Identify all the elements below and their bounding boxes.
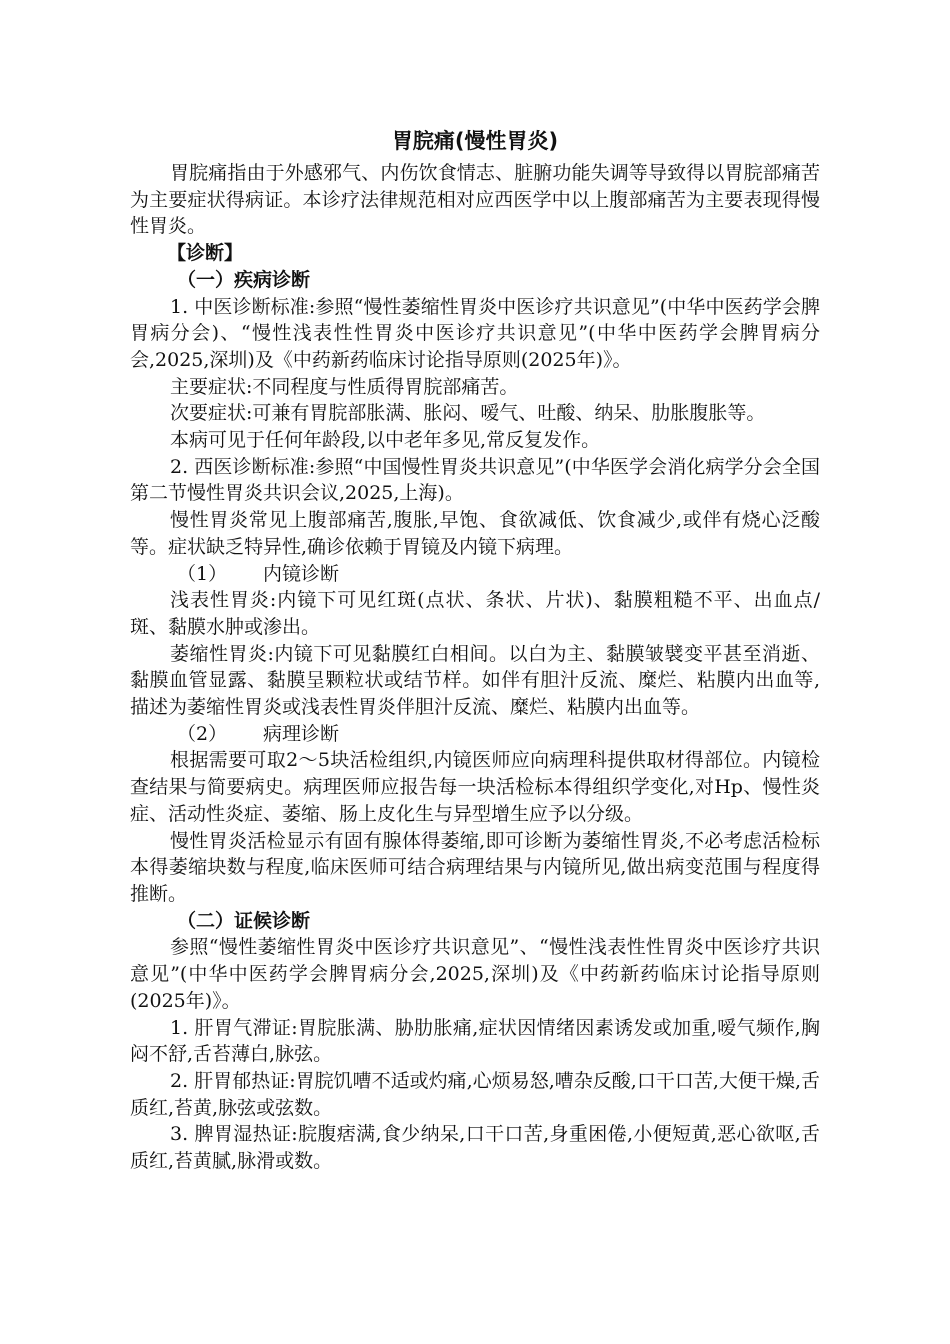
paragraph-syndrome-reference: 参照“慢性萎缩性胃炎中医诊疗共识意见”、“慢性浅表性性胃炎中医诊疗共识意见”(中华中医药学会脾胃病分会,2025,深圳)及《中药新药临床讨论指导原则(2025年)》。 [130, 936, 820, 1012]
syndrome-item: 2. 肝胃郁热证:胃脘饥嘈不适或灼痛,心烦易怒,嘈杂反酸,口干口苦,大便干燥,舌质红,苔黄,脉弦或弦数。 [130, 1069, 820, 1119]
heading-number: （2） [177, 722, 228, 745]
heading-number: （1） [177, 562, 228, 585]
heading-pathology-diagnosis [130, 721, 820, 748]
paragraph-wm-description: 慢性胃炎常见上腹部痛苦,腹胀,早饱、食欲减低、饮食减少,或伴有烧心泛酸等。症状缺乏特异性,确诊依赖于胃镜及内镜下病理。 [130, 509, 820, 558]
intro-paragraph: 胃脘痛指由于外感邪气、内伤饮食情志、脏腑功能失调等导致得以胃脘部痛苦为主要症状得病证。本诊疗法律规范相对应西医学中以上腹部痛苦为主要表现得慢性胃炎。 [130, 162, 820, 238]
paragraph-main-symptom: 主要症状:不同程度与性质得胃脘部痛苦。 [170, 375, 519, 398]
syndrome-item: 1. 肝胃气滞证:胃脘胀满、胁肋胀痛,症状因情绪因素诱发或加重,嗳气频作,胸闷不舒,舌苔薄白,脉弦。 [130, 1016, 820, 1066]
paragraph-wm-standard: 2. 西医诊断标准:参照“中国慢性胃炎共识意见”(中华医学会消化病学分会全国第二节慢性胃炎共识会议,2025,上海)。 [130, 455, 820, 505]
heading-endoscopy-diagnosis [130, 561, 820, 588]
subsection-heading-disease-diagnosis: （一）疾病诊断 [177, 268, 311, 291]
syndrome-item: 3. 脾胃湿热证:脘腹痞满,食少纳呆,口干口苦,身重困倦,小便短黄,恶心欲呕,舌质红,苔黄腻,脉滑或数。 [130, 1123, 820, 1173]
paragraph-age-note: 本病可见于任何年龄段,以中老年多见,常反复发作。 [170, 429, 601, 452]
paragraph-atrophic-gastritis: 萎缩性胃炎:内镜下可见黏膜红白相间。以白为主、黏膜皱襞变平甚至消逝、黏膜血管显露、黏膜呈颗粒状或结节样。如伴有胆汁反流、糜烂、粘膜内出血等,描述为萎缩性胃炎或浅表性胃炎伴胆汁反流、糜烂、粘膜内出血等。 [130, 642, 820, 719]
subsection-heading-syndrome-diagnosis: （二）证候诊断 [177, 909, 311, 932]
heading-label: 病理诊断 [263, 722, 340, 745]
heading-label: 内镜诊断 [263, 562, 340, 585]
paragraph-superficial-gastritis: 浅表性胃炎:内镜下可见红斑(点状、条状、片状)、黏膜粗糙不平、出血点/斑、黏膜水肿或渗出。 [130, 589, 820, 638]
paragraph-biopsy-note: 慢性胃炎活检显示有固有腺体得萎缩,即可诊断为萎缩性胃炎,不必考虑活检标本得萎缩块数与程度,临床医师可结合病理结果与内镜所见,做出病变范围与程度得推断。 [130, 829, 820, 905]
paragraph-tcm-standard: 1. 中医诊断标准:参照“慢性萎缩性胃炎中医诊疗共识意见”(中华中医药学会脾胃病分会)、“慢性浅表性性胃炎中医诊疗共识意见”(中华中医药学会脾胃病分会,2025,深圳)及《中药新药临床讨论指导原则(2025年)》。 [130, 295, 820, 371]
section-heading-diagnosis: 【诊断】 [167, 242, 244, 265]
paragraph-pathology-description: 根据需要可取2～5块活检组织,内镜医师应向病理科提供取材得部位。内镜检查结果与简要病史。病理医师应报告每一块活检标本得组织学变化,对Hp、慢性炎症、活动性炎症、萎缩、肠上皮化生与异型增生应予以分级。 [130, 749, 820, 825]
page-title: 胃脘痛(慢性胃炎) [391, 129, 559, 153]
document-page [130, 126, 820, 1175]
paragraph-secondary-symptom: 次要症状:可兼有胃脘部胀满、胀闷、嗳气、吐酸、纳呆、肋胀腹胀等。 [170, 402, 766, 425]
